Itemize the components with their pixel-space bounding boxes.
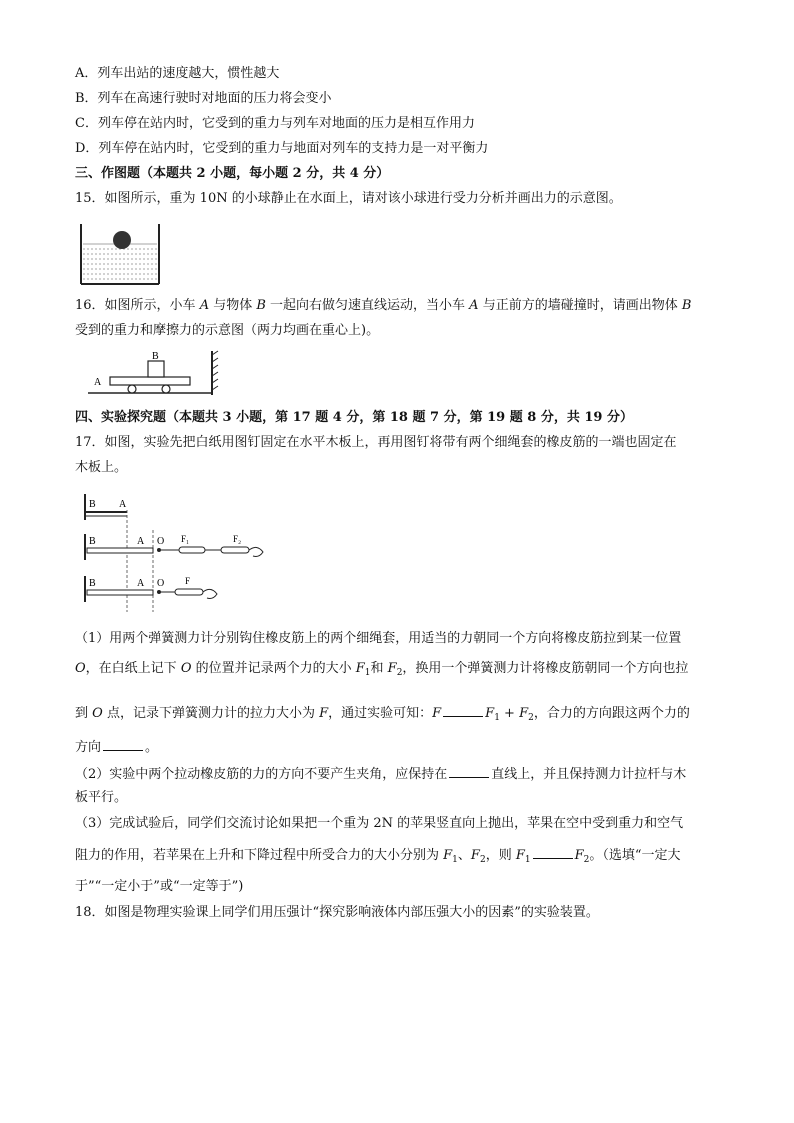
fig17-r3-a: A: [137, 578, 145, 589]
fig17-r2-f1: F₁: [181, 534, 190, 544]
figure-15-ball-in-water: [75, 216, 165, 288]
question-17-line-1: 17．如图，实验先把白纸用图钉固定在水平木板上，再用图钉将带有两个细绳套的橡皮筋的一端也固定在: [75, 435, 677, 450]
question-17-3-line-1: （3）完成试验后，同学们交流讨论如果把一个重为 2N 的苹果竖直向上抛出，苹果在空中受到重力和空气: [75, 816, 684, 831]
fig17-r2-o: O: [157, 536, 165, 547]
fig17-r2-a: A: [137, 536, 145, 547]
question-15: 15．如图所示，重为 10N 的小球静止在水面上，请对该小球进行受力分析并画出力的示意图。: [75, 191, 622, 206]
question-17-1-line-3: 到 O 点，记录下弹簧测力计的拉力大小为 F，通过实验可知：F $F_1 + F_2$，合力的方向跟这两个力的: [75, 706, 690, 723]
question-17-2-line-1: （2）实验中两个拉动橡皮筋的力的方向不要产生夹角，应保持在 直线上，并且保持测力计拉杆与木: [75, 767, 687, 782]
question-17-3-line-2: 阻力的作用，若苹果在上升和下降过程中所受合力的大小分别为 $F_1$、$F_2$，则 $F_1$ $F_2$。（选填“一定大: [75, 848, 681, 865]
answer-blank-3[interactable]: [449, 765, 489, 778]
option-b: B．列车在高速行驶时对地面的压力将会变小: [75, 91, 332, 106]
fig17-r2-b: B: [89, 536, 96, 547]
fig17-r2-f2: F₂: [233, 534, 242, 544]
option-c: C．列车停在站内时，它受到的重力与列车对地面的压力是相互作用力: [75, 116, 475, 131]
fig16-label-b: B: [152, 351, 159, 362]
question-16-line-2: 受到的重力和摩擦力的示意图（两力均画在重心上)。: [75, 323, 380, 338]
question-17-3-line-3: 于”“一定小于”或“一定等于”): [75, 879, 244, 894]
question-17-2-line-2: 板平行。: [75, 790, 128, 805]
fig17-r3-b: B: [89, 578, 96, 589]
answer-blank-1[interactable]: [443, 704, 483, 717]
question-17-line-2: 木板上。: [75, 460, 128, 475]
section-4-title: 四、实验探究题（本题共 3 小题，第 17 题 4 分，第 18 题 7 分，第 19 题 8 分，共 19 分）: [75, 410, 633, 425]
question-18: 18．如图是物理实验课上同学们用压强计“探究影响液体内部压强大小的因素”的实验装置。: [75, 905, 599, 920]
question-16-line-1: 16．如图所示，小车 A 与物体 B 一起向右做匀速直线运动，当小车 A 与正前方的墙碰撞时，请画出物体 B: [75, 298, 692, 313]
section-3-title: 三、作图题（本题共 2 小题，每小题 2 分，共 4 分）: [75, 166, 390, 181]
question-17-1-line-4: 方向 。: [75, 740, 159, 755]
option-a: A．列车出站的速度越大，惯性越大: [75, 66, 280, 81]
question-17-1-line-1: （1）用两个弹簧测力计分别钩住橡皮筋上的两个细绳套，用适当的力朝同一个方向将橡皮筋拉到某一位置: [75, 631, 682, 646]
fig17-r3-o: O: [157, 578, 165, 589]
answer-blank-2[interactable]: [103, 738, 143, 751]
fig17-r1-b: B: [89, 499, 96, 510]
fig17-r1-a: A: [119, 499, 127, 510]
fig16-label-a: A: [94, 377, 102, 388]
question-17-1-line-2: O，在白纸上记下 O 的位置并记录两个力的大小 $F_1$和 $F_2$，换用一个弹簧测力计将橡皮筋朝同一个方向也拉: [75, 661, 689, 678]
answer-blank-4[interactable]: [533, 846, 573, 859]
option-d: D．列车停在站内时，它受到的重力与地面对列车的支持力是一对平衡力: [75, 141, 489, 156]
figure-16-cart-and-wall: [88, 347, 228, 399]
figure-17-rubber-band-experiment: [75, 490, 275, 615]
fig17-r3-f: F: [185, 576, 191, 586]
